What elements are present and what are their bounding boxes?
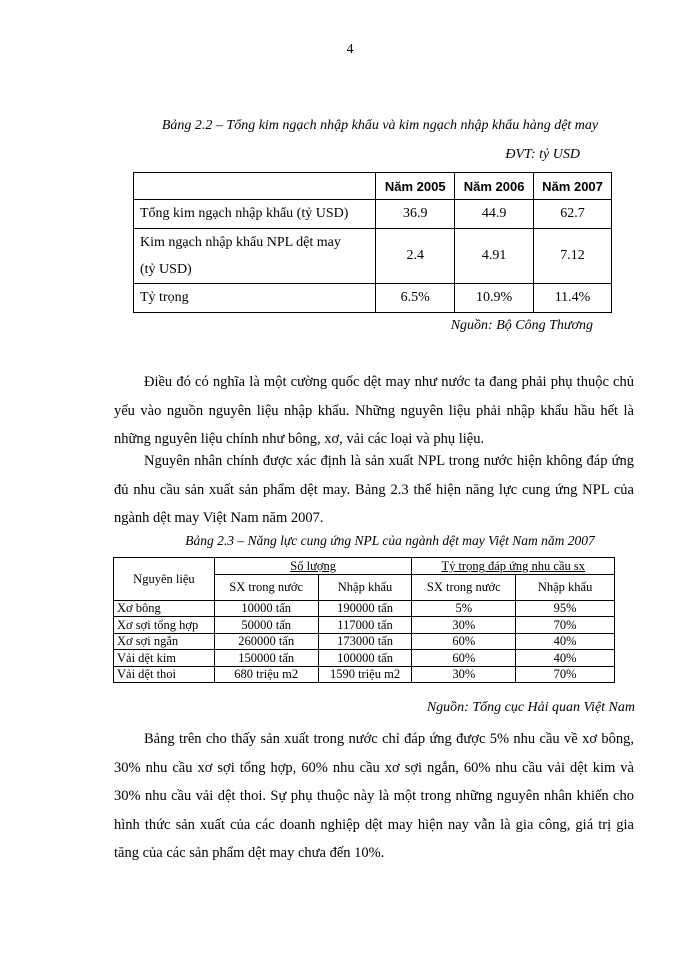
row-label: Tỷ trọng xyxy=(134,284,376,313)
table-header-row xyxy=(134,173,612,200)
cell-value: 70% xyxy=(516,617,615,634)
material-name: Vải dệt kim xyxy=(114,650,215,667)
table-row xyxy=(114,633,615,650)
header-blank-cell xyxy=(134,173,376,200)
paragraph: Bảng trên cho thấy sản xuất trong nước chỉ đáp ứng được 5% nhu cầu về xơ bông, 30% nhu cầu xơ sợi tổng hợp, 60% nhu cầu xơ sợi ngắn, 60% nhu cầu vải dệt kim và 30% nhu cầu vải dệt thoi. Sự phụ thuộc này là một trong những nguyên nhân khiến cho hình thức sản xuất của các doanh nghiệp dệt may hiện nay vẫn là gia công, giá trị gia tăng của các sản phẩm dệt may chưa đến 10%. xyxy=(114,731,634,861)
table-2-3-caption: Bảng 2.3 – Năng lực cung ứng NPL của ngành dệt may Việt Nam năm 2007 xyxy=(185,533,595,548)
cell-value: 95% xyxy=(516,600,615,617)
table-row xyxy=(134,229,612,284)
row-label-line: Kim ngạch nhập khẩu NPL dệt may xyxy=(140,235,341,250)
material-name: Xơ sợi tổng hợp xyxy=(114,617,215,634)
cell-value: 2.4 xyxy=(376,229,455,284)
cell-value: 1590 triệu m2 xyxy=(318,666,412,683)
cell-value: 4.91 xyxy=(455,229,534,284)
cell-value: 60% xyxy=(412,633,516,650)
header-share: Tỷ trọng đáp ứng nhu cầu sx xyxy=(412,558,615,575)
header-year-2007: Năm 2007 xyxy=(534,173,612,200)
cell-value: 10.9% xyxy=(455,284,534,313)
subheader-domestic: SX trong nước xyxy=(412,574,516,600)
table-2-2-source: Nguồn: Bộ Công Thương xyxy=(450,318,593,333)
row-label: Tổng kim ngạch nhập khẩu (tỷ USD) xyxy=(134,200,376,229)
cell-value: 70% xyxy=(516,666,615,683)
header-quantity: Số lượng xyxy=(214,558,412,575)
table-row xyxy=(134,284,612,313)
cell-value: 40% xyxy=(516,650,615,667)
cell-value: 7.12 xyxy=(534,229,612,284)
subheader-import: Nhập khẩu xyxy=(318,574,412,600)
import-turnover-table xyxy=(133,172,612,313)
table-row xyxy=(114,600,615,617)
cell-value: 117000 tấn xyxy=(318,617,412,634)
cell-value: 50000 tấn xyxy=(214,617,318,634)
paragraph: Nguyên nhân chính được xác định là sản xuất NPL trong nước hiện không đáp ứng đủ nhu cầu sản xuất sản phẩm dệt may. Bảng 2.3 thể hiện năng lực cung ứng NPL của ngành dệt may Việt Nam năm 2007. xyxy=(114,453,634,526)
cell-value: 11.4% xyxy=(534,284,612,313)
table-row xyxy=(114,650,615,667)
header-year-2006: Năm 2006 xyxy=(455,173,534,200)
table-row xyxy=(134,200,612,229)
cell-value: 260000 tấn xyxy=(214,633,318,650)
header-material: Nguyên liệu xyxy=(114,558,215,601)
cell-value: 60% xyxy=(412,650,516,667)
subheader-import: Nhập khẩu xyxy=(516,574,615,600)
cell-value: 62.7 xyxy=(534,200,612,229)
page-number: 4 xyxy=(346,42,354,57)
table-header-row xyxy=(114,558,615,575)
cell-value: 6.5% xyxy=(376,284,455,313)
table-2-2-unit: ĐVT: tỷ USD xyxy=(505,147,580,162)
material-name: Xơ sợi ngắn xyxy=(114,633,215,650)
row-label xyxy=(134,229,376,284)
material-name: Xơ bông xyxy=(114,600,215,617)
cell-value: 30% xyxy=(412,617,516,634)
material-name: Vải dệt thoi xyxy=(114,666,215,683)
cell-value: 100000 tấn xyxy=(318,650,412,667)
table-row xyxy=(114,666,615,683)
cell-value: 190000 tấn xyxy=(318,600,412,617)
supply-capacity-table xyxy=(113,557,615,683)
header-year-2005: Năm 2005 xyxy=(376,173,455,200)
cell-value: 36.9 xyxy=(376,200,455,229)
cell-value: 680 triệu m2 xyxy=(214,666,318,683)
cell-value: 40% xyxy=(516,633,615,650)
cell-value: 150000 tấn xyxy=(214,650,318,667)
table-2-3-source: Nguồn: Tổng cục Hải quan Việt Nam xyxy=(426,700,635,715)
table-2-2-caption: Bảng 2.2 – Tổng kim ngạch nhập khẩu và kim ngạch nhập khẩu hàng dệt may xyxy=(161,118,599,133)
paragraph: Điều đó có nghĩa là một cường quốc dệt may như nước ta đang phải phụ thuộc chủ yếu vào nguồn nguyên liệu nhập khẩu. Những nguyên liệu phải nhập khẩu hầu hết là những nguyên liệu chính như bông, xơ, vải các loại và phụ liệu. xyxy=(114,374,634,447)
cell-value: 10000 tấn xyxy=(214,600,318,617)
subheader-domestic: SX trong nước xyxy=(214,574,318,600)
cell-value: 44.9 xyxy=(455,200,534,229)
cell-value: 173000 tấn xyxy=(318,633,412,650)
cell-value: 30% xyxy=(412,666,516,683)
cell-value: 5% xyxy=(412,600,516,617)
row-label-line: (tỷ USD) xyxy=(140,262,192,277)
table-row xyxy=(114,617,615,634)
